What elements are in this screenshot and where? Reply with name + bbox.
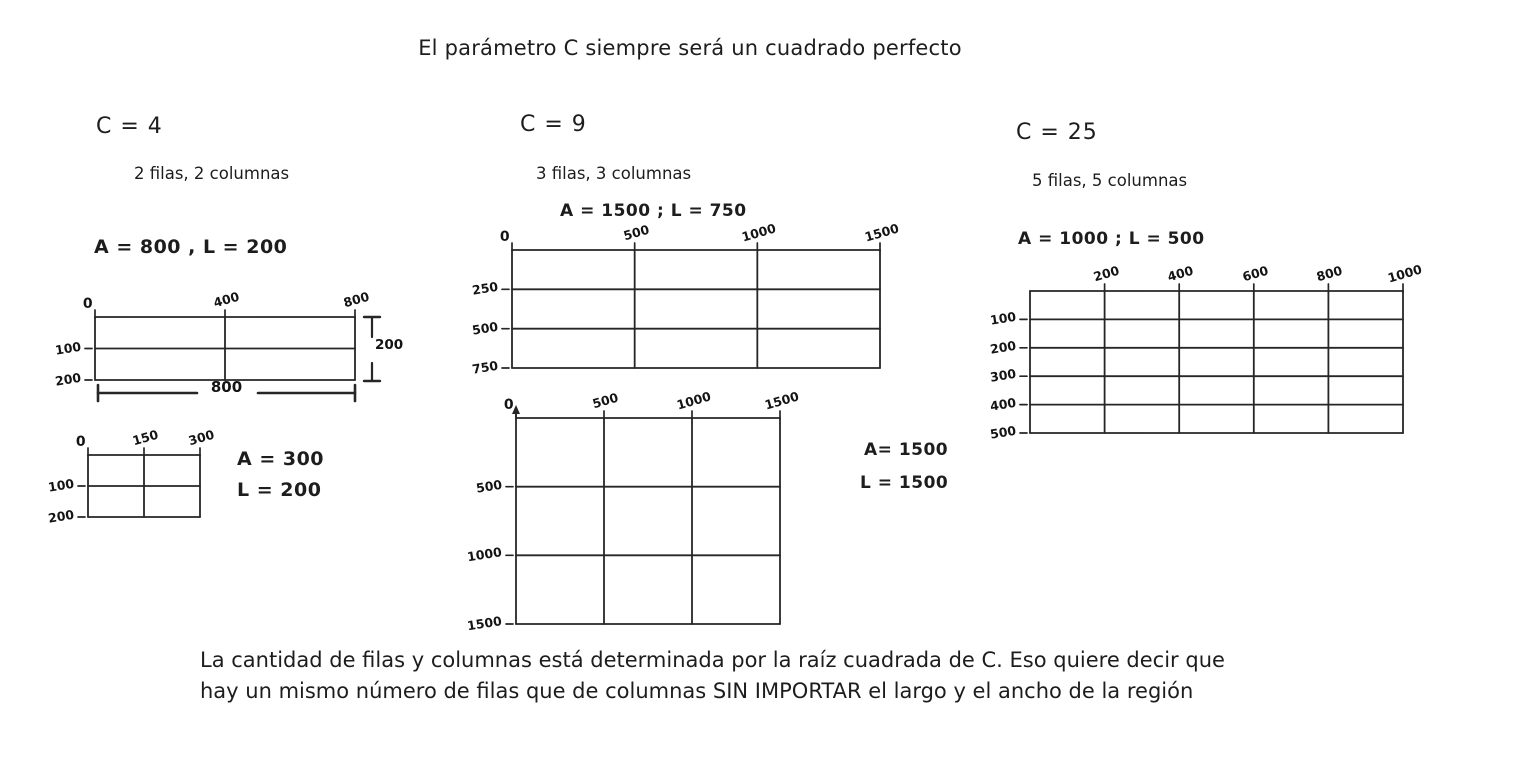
grid-lines bbox=[512, 250, 880, 368]
c9-grid-1 bbox=[470, 220, 901, 377]
x-tick-label: 400 bbox=[1165, 262, 1196, 285]
grid-lines bbox=[516, 418, 780, 624]
footer-line-2: hay un mismo número de filas que de columnas SIN IMPORTAR el largo y el ancho de la región bbox=[200, 679, 1194, 703]
y-tick-label: 200 bbox=[53, 369, 83, 389]
y-tick-label: 250 bbox=[470, 279, 500, 299]
y-tick-label: 500 bbox=[474, 476, 504, 496]
x-tick-label: 400 bbox=[211, 288, 241, 311]
page-title: El parámetro C siempre será un cuadrado perfecto bbox=[418, 36, 962, 60]
y-tick-label: 100 bbox=[46, 475, 76, 495]
grid-lines bbox=[95, 317, 355, 380]
x-tick-label: 200 bbox=[1091, 262, 1121, 285]
x-tick-label: 1000 bbox=[740, 220, 778, 245]
c4-width-bracket bbox=[95, 378, 358, 404]
y-tick-label: 300 bbox=[988, 365, 1018, 385]
c4-grid-2 bbox=[46, 426, 216, 526]
x-tick-label: 1000 bbox=[1385, 261, 1424, 286]
y-tick-label: 100 bbox=[988, 309, 1018, 329]
c4-grid2-length-label: L = 200 bbox=[237, 479, 322, 501]
c9-grid1-title: A = 1500 ; L = 750 bbox=[560, 201, 747, 221]
x-tick-label: 0 bbox=[503, 397, 514, 413]
c25-heading: C = 25 bbox=[1016, 120, 1098, 145]
c4-height-label: 200 bbox=[375, 337, 404, 353]
c4-grid-1 bbox=[53, 288, 371, 389]
c9-heading: C = 9 bbox=[520, 112, 587, 137]
x-tick-label: 1000 bbox=[674, 388, 713, 413]
y-tick-label: 750 bbox=[470, 357, 500, 377]
y-tick-label: 200 bbox=[988, 337, 1018, 357]
footer-line-1: La cantidad de filas y columnas está determinada por la raíz cuadrada de C. Eso quiere decir que bbox=[200, 648, 1225, 672]
y-tick-label: 500 bbox=[988, 422, 1018, 442]
c4-params: A = 800 , L = 200 bbox=[94, 236, 288, 258]
x-tick-label: 500 bbox=[621, 221, 651, 244]
c9-grid2-area-label: A= 1500 bbox=[864, 440, 949, 460]
x-tick-label: 150 bbox=[130, 426, 160, 449]
c25-subheading: 5 filas, 5 columnas bbox=[1032, 171, 1188, 190]
c4-grid2-area-label: A = 300 bbox=[237, 448, 325, 470]
c4-height-bracket bbox=[361, 313, 404, 385]
c4-width-label: 800 bbox=[210, 378, 243, 396]
x-tick-label: 600 bbox=[1240, 262, 1270, 285]
x-tick-label: 500 bbox=[590, 389, 620, 412]
grid-lines bbox=[1030, 291, 1403, 433]
c9-grid2-length-label: L = 1500 bbox=[860, 473, 949, 493]
grid-lines bbox=[88, 455, 200, 517]
c4-subheading: 2 filas, 2 columnas bbox=[134, 164, 290, 183]
y-tick-label: 200 bbox=[46, 506, 76, 526]
x-tick-label: 1500 bbox=[762, 388, 801, 413]
c9-grid-2 bbox=[466, 388, 801, 634]
c4-heading: C = 4 bbox=[96, 114, 163, 139]
c9-subheading: 3 filas, 3 columnas bbox=[536, 164, 692, 183]
x-tick-label: 0 bbox=[499, 229, 510, 245]
x-tick-label: 300 bbox=[186, 426, 216, 449]
y-tick-label: 1500 bbox=[466, 613, 503, 634]
x-tick-label: 800 bbox=[1315, 262, 1345, 285]
y-tick-label: 400 bbox=[988, 394, 1018, 414]
x-tick-label: 800 bbox=[341, 288, 371, 311]
x-tick-label: 1500 bbox=[862, 220, 901, 245]
y-tick-label: 1000 bbox=[466, 544, 503, 565]
y-tick-label: 500 bbox=[470, 318, 500, 338]
c25-grid bbox=[988, 261, 1424, 442]
c25-params: A = 1000 ; L = 500 bbox=[1018, 229, 1205, 249]
footer-note bbox=[200, 645, 1225, 707]
x-tick-label: 0 bbox=[75, 434, 86, 450]
y-tick-label: 100 bbox=[53, 338, 83, 358]
x-tick-label: 0 bbox=[82, 296, 93, 312]
